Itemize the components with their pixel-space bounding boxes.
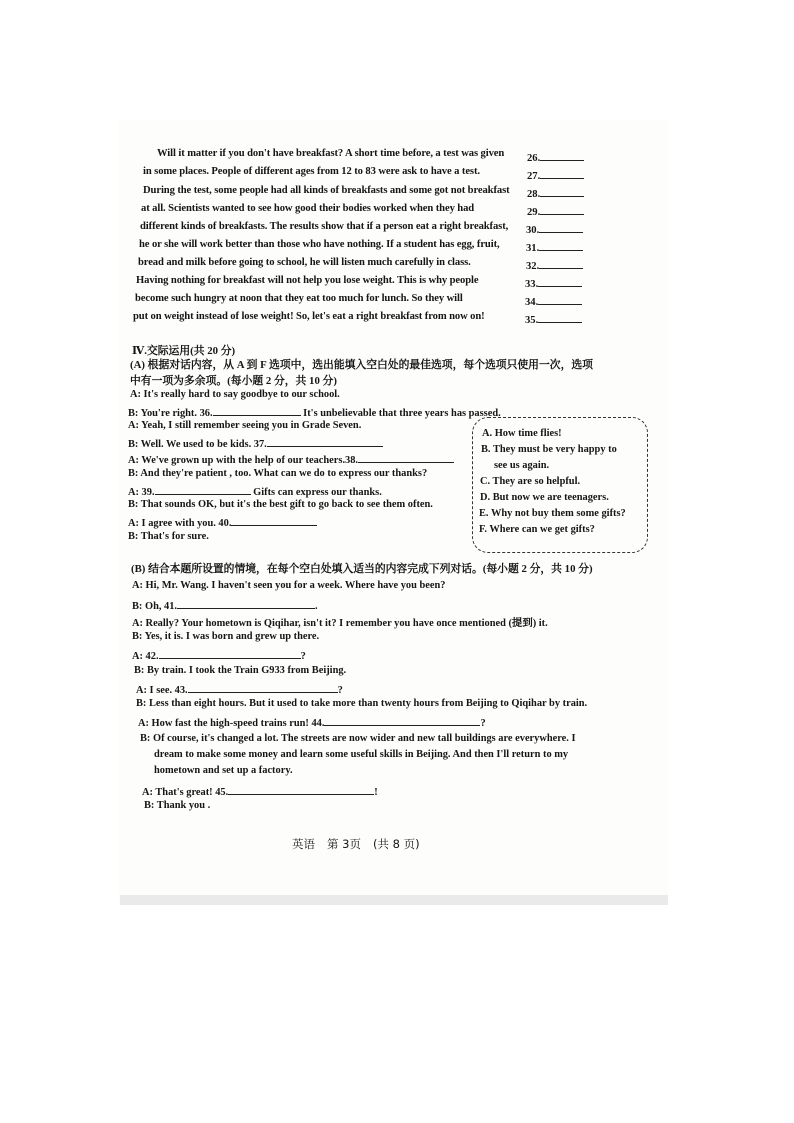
option-d: D. But now we are teenagers. <box>480 492 609 503</box>
option-b: B. They must be very happy to <box>481 444 617 455</box>
part-a-instruction: 中有一项为多余项。(每小题 2 分，共 10 分) <box>130 375 337 387</box>
part-b-instruction: (B) 结合本题所设置的情境，在每个空白处填入适当的内容完成下列对话。(每小题 2 分，共 10 分) <box>131 563 593 575</box>
passage-line: different kinds of breakfasts. The results show that if a person eat a right breakfast, <box>140 221 509 232</box>
answer-slot[interactable]: 30. <box>526 222 583 236</box>
dialogue-line: A: Hi, Mr. Wang. I haven't seen you for a week. Where have you been? <box>132 580 446 591</box>
option-c: C. They are so helpful. <box>480 476 581 487</box>
dialogue-line: B: Well. We used to be kids. 37. <box>128 436 383 450</box>
answer-slot[interactable]: 28. <box>527 186 584 200</box>
section-title: Ⅳ.交际运用(共 20 分) <box>132 345 236 357</box>
blank-37[interactable] <box>267 436 383 447</box>
dialogue-line: A: 39. Gifts can express our thanks. <box>128 484 382 498</box>
answer-slot[interactable]: 32. <box>526 258 583 272</box>
dialogue-line: A: Yeah, I still remember seeing you in Grade Seven. <box>128 420 362 431</box>
dialogue-line: B: Oh, 41. . <box>132 598 318 612</box>
dialogue-line: hometown and set up a factory. <box>154 765 293 776</box>
dialogue-line: A: That's great! 45. ! <box>142 784 378 798</box>
dialogue-line: dream to make some money and learn some useful skills in Beijing. And then I'll return to my <box>154 749 569 760</box>
blank-38[interactable] <box>358 452 454 463</box>
answer-slot[interactable]: 27. <box>527 168 584 182</box>
footer-page: 第 3页 <box>327 837 361 851</box>
dialogue-line: A: I see. 43. ? <box>136 682 343 696</box>
answer-slot[interactable]: 31. <box>526 240 583 254</box>
option-e: E. Why not buy them some gifts? <box>479 508 626 519</box>
blank-44[interactable] <box>324 715 480 726</box>
option-a: A. How time flies! <box>482 428 562 439</box>
dialogue-line: B: And they're patient , too. What can we do to express our thanks? <box>128 468 428 479</box>
dialogue-line: A: It's really hard to say goodbye to our school. <box>130 389 340 400</box>
passage-line: Will it matter if you don't have breakfast? A short time before, a test was given <box>157 148 505 159</box>
dialogue-line: B: Less than eight hours. But it used to take more than twenty hours from Beijing to Qiqihar by train. <box>136 698 588 709</box>
dialogue-line: A: 42. ? <box>132 648 306 662</box>
answer-slot[interactable]: 29. <box>527 204 584 218</box>
passage-line: During the test, some people had all kinds of breakfasts and some got not breakfast <box>143 185 510 196</box>
dialogue-line: A: Really? Your hometown is Qiqihar, isn't it? I remember you have once mentioned (提到) it. <box>132 618 548 629</box>
answer-slot[interactable]: 26. <box>527 150 584 164</box>
dialogue-line: A: How fast the high-speed trains run! 44. ? <box>138 715 486 729</box>
answer-slot[interactable]: 33. <box>525 276 582 290</box>
dialogue-line: B: Thank you . <box>144 800 211 811</box>
dialogue-line: B: Of course, it's changed a lot. The streets are now wider and new tall buildings are everywhere. I <box>140 733 576 744</box>
dialogue-line: A: I agree with you. 40. <box>128 515 317 529</box>
answer-slot[interactable]: 34. <box>525 294 582 308</box>
passage-line: Having nothing for breakfast will not help you lose weight. This is why people <box>136 275 479 286</box>
passage-line: bread and milk before going to school, he will listen much carefully in class. <box>138 257 471 268</box>
dialogue-line: B: You're right. 36. It's unbelievable that three years has passed. <box>128 405 501 419</box>
passage-line: put on weight instead of lose weight! So, let's eat a right breakfast from now on! <box>133 311 485 322</box>
passage-line: in some places. People of different ages from 12 to 83 were ask to have a test. <box>143 166 480 177</box>
blank-36[interactable] <box>213 405 301 416</box>
option-f: F. Where can we get gifts? <box>479 524 595 535</box>
blank-43[interactable] <box>188 682 338 693</box>
page-footer <box>292 836 432 852</box>
passage-line: he or she will work better than those who have nothing. If a student has egg, fruit, <box>139 239 500 250</box>
dialogue-line: B: That's for sure. <box>128 531 209 542</box>
scan-edge <box>120 895 668 905</box>
footer-subject: 英语 <box>292 837 315 851</box>
passage-line: at all. Scientists wanted to see how good their bodies worked when they had <box>141 203 475 214</box>
blank-39[interactable] <box>155 484 251 495</box>
dialogue-line: B: That sounds OK, but it's the best gift to go back to see them often. <box>128 499 433 510</box>
option-b-cont: see us again. <box>494 460 550 471</box>
answer-slot[interactable]: 35. <box>525 312 582 326</box>
footer-total: (共 8 页) <box>372 837 420 851</box>
dialogue-line: B: By train. I took the Train G933 from Beijing. <box>134 665 347 676</box>
blank-40[interactable] <box>231 515 317 526</box>
passage-line: become such hungry at noon that they eat too much for lunch. So they will <box>135 293 463 304</box>
part-a-instruction: (A) 根据对话内容，从 A 到 F 选项中，选出能填入空白处的最佳选项，每个选项只使用一次，选项 <box>130 359 593 371</box>
blank-41[interactable] <box>177 598 315 609</box>
blank-45[interactable] <box>228 784 374 795</box>
blank-42[interactable] <box>159 648 301 659</box>
dialogue-line: B: Yes, it is. I was born and grew up there. <box>132 631 320 642</box>
dialogue-line: A: We've grown up with the help of our teachers.38. <box>128 452 454 466</box>
